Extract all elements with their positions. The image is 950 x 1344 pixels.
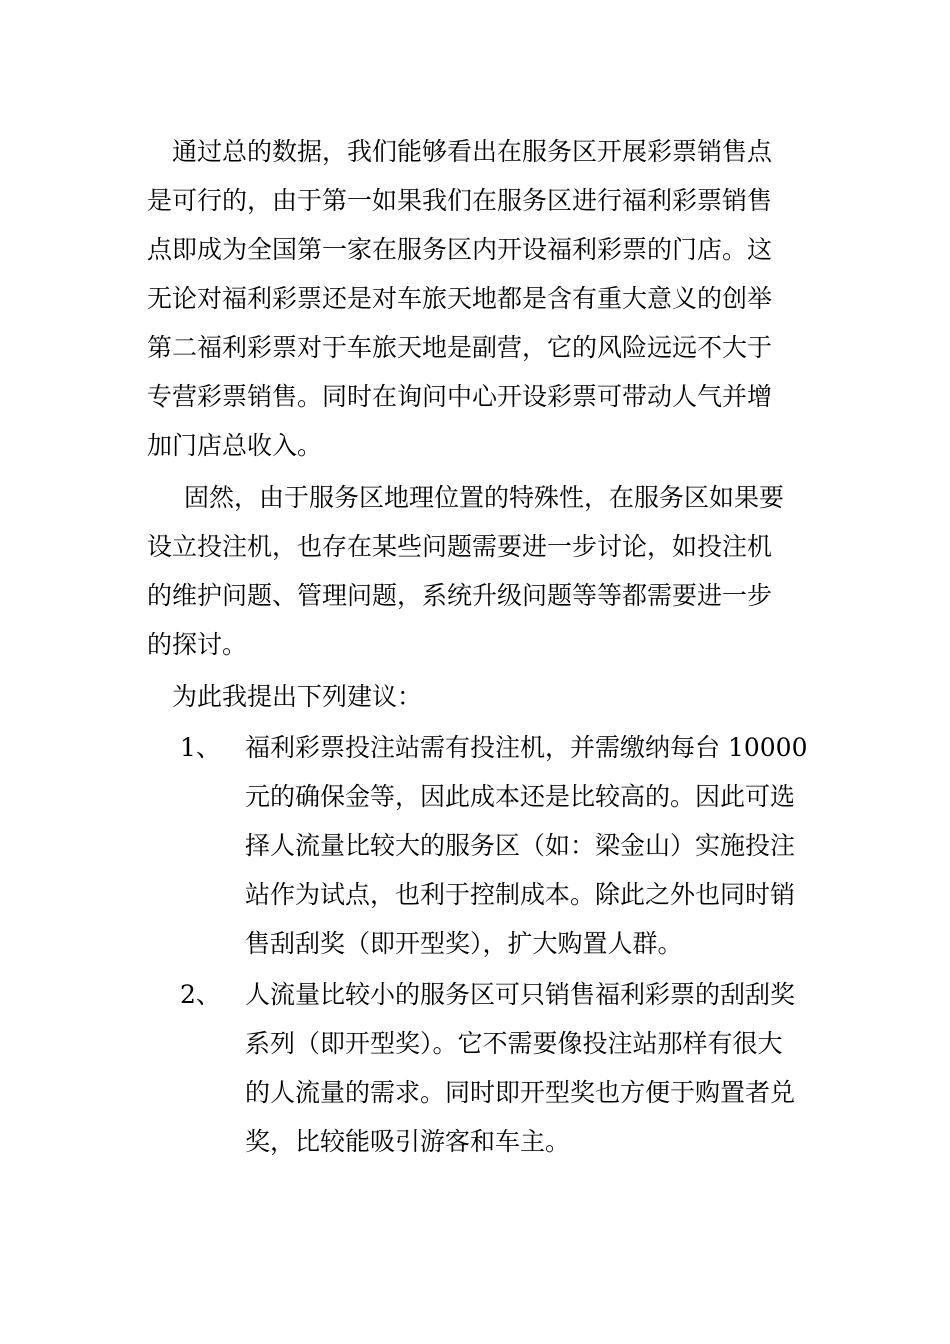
recommendation-line: 福利彩票投注站需有投注机，并需缴纳每台 10000	[245, 733, 808, 762]
recommendation-line: 的人流量的需求。同时即开型奖也方便于购置者兑	[245, 1078, 796, 1107]
proposal-intro	[147, 672, 807, 721]
recommendation-text	[245, 723, 810, 968]
paragraph-line: 的探讨。	[147, 630, 248, 659]
paragraph-line: 专营彩票销售。同时在询问中心开设彩票可带动人气并增	[147, 382, 773, 411]
recommendation-line: 择人流量比较大的服务区（如：梁金山）实施投注	[245, 831, 796, 860]
paragraph-line: 第二福利彩票对于车旅天地是副营，它的风险远远不大于	[147, 333, 773, 362]
proposal-intro-text: 为此我提出下列建议：	[172, 682, 423, 711]
recommendation-line: 人流量比较小的服务区可只销售福利彩票的刮刮奖	[245, 980, 796, 1009]
paragraph-line: 通过总的数据，我们能够看出在服务区开展彩票销售点	[172, 137, 773, 166]
list-number: 2、	[180, 980, 221, 1009]
paragraph-line: 固然，由于服务区地理位置的特殊性，在服务区如果要	[184, 483, 785, 512]
paragraph-line: 设立投注机，也存在某些问题需要进一步讨论，如投注机	[147, 532, 773, 561]
paragraph-line: 点即成为全国第一家在服务区内开设福利彩票的门店。这	[147, 235, 773, 264]
list-number: 1、	[180, 733, 221, 762]
paragraph-line: 的维护问题、管理问题，系统升级问题等等都需要进一步	[147, 581, 773, 610]
recommendation-line: 奖，比较能吸引游客和车主。	[245, 1127, 571, 1156]
paragraph-line: 加门店总收入。	[147, 431, 323, 460]
paragraph-1	[147, 127, 807, 470]
recommendation-line: 元的确保金等，因此成本还是比较高的。因此可选	[245, 782, 796, 811]
recommendation-line: 系列（即开型奖）。它不需要像投注站那样有很大	[245, 1029, 783, 1058]
paragraph-line: 是可行的，由于第一如果我们在服务区进行福利彩票销售	[147, 186, 773, 215]
recommendation-text	[245, 970, 810, 1166]
recommendation-line: 售刮刮奖（即开型奖），扩大购置人群。	[245, 929, 683, 958]
paragraph-line: 无论对福利彩票还是对车旅天地都是含有重大意义的创举	[147, 284, 773, 313]
paragraph-2	[147, 473, 807, 669]
recommendation-line: 站作为试点，也利于控制成本。除此之外也同时销	[245, 880, 796, 909]
